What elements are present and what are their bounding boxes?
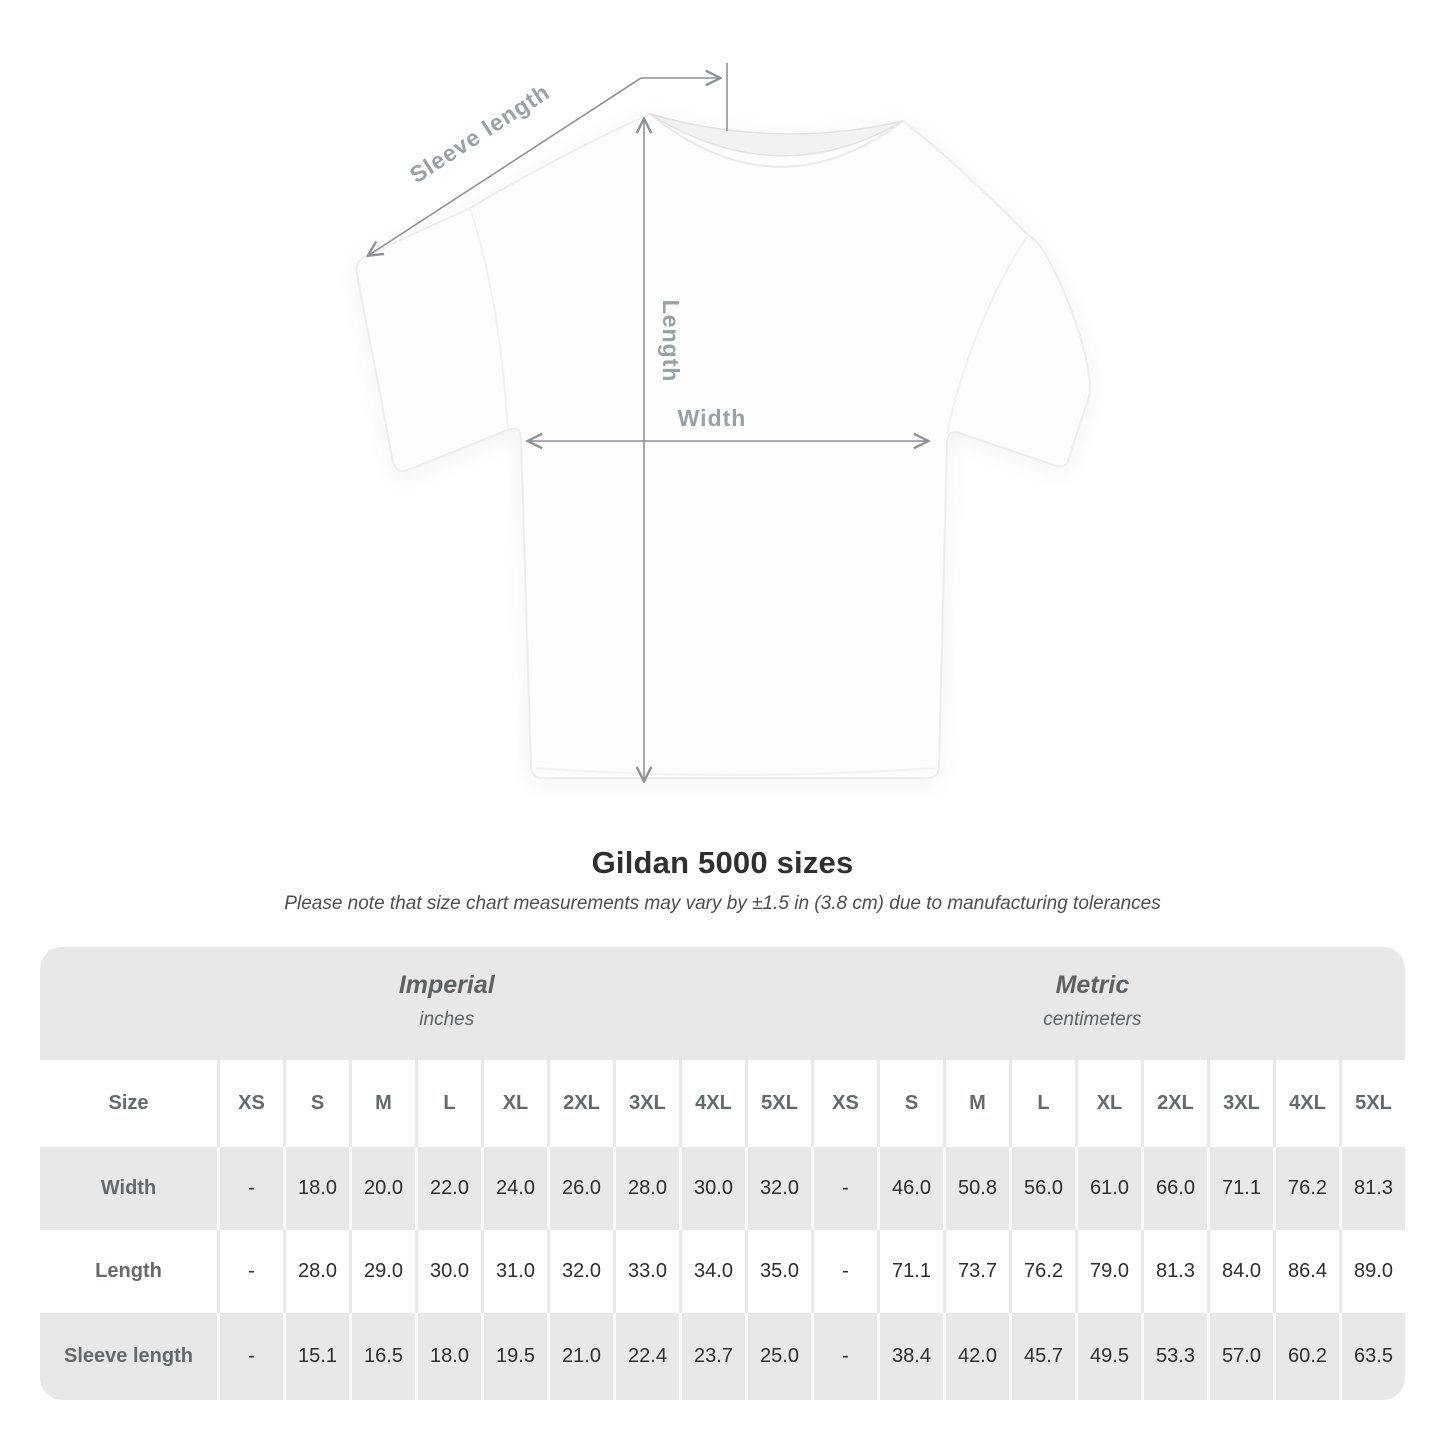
size-col-metric-4xl: 4XL — [1273, 1060, 1339, 1147]
value-metric-s: 71.1 — [877, 1230, 943, 1313]
unit-group-imperial — [399, 971, 495, 1031]
value-imperial-xl: 24.0 — [481, 1147, 547, 1230]
value-metric-4xl: 76.2 — [1273, 1147, 1339, 1230]
metric-label: Metric — [1055, 971, 1130, 999]
row-label: Length — [95, 1260, 162, 1282]
size-col-metric-2xl: 2XL — [1141, 1060, 1207, 1147]
size-col-imperial-l: L — [415, 1060, 481, 1147]
value-metric-2xl: 81.3 — [1141, 1230, 1207, 1313]
value-metric-xl: 61.0 — [1075, 1147, 1141, 1230]
table-body — [40, 1147, 1405, 1400]
value-metric-3xl: 71.1 — [1207, 1147, 1273, 1230]
value-metric-xs: - — [811, 1313, 877, 1400]
page-title: Gildan 5000 sizes — [591, 845, 854, 880]
size-col-imperial-3xl: 3XL — [613, 1060, 679, 1147]
value-metric-s: 46.0 — [877, 1147, 943, 1230]
value-imperial-l: 22.0 — [415, 1147, 481, 1230]
value-metric-3xl: 57.0 — [1207, 1313, 1273, 1400]
table-row-length — [40, 1230, 1405, 1313]
imperial-label: Imperial — [398, 971, 495, 999]
page-subtitle: Please note that size chart measurements may vary by ±1.5 in (3.8 cm) due to manufacturing tolerances — [284, 893, 1161, 914]
value-metric-xl: 49.5 — [1075, 1313, 1141, 1400]
size-col-metric-xs: XS — [811, 1060, 877, 1147]
value-metric-4xl: 86.4 — [1273, 1230, 1339, 1313]
value-imperial-4xl: 30.0 — [679, 1147, 745, 1230]
value-metric-s: 38.4 — [877, 1313, 943, 1400]
metric-unit: centimeters — [1043, 1009, 1142, 1030]
value-metric-4xl: 60.2 — [1273, 1313, 1339, 1400]
value-imperial-xl: 19.5 — [481, 1313, 547, 1400]
size-col-metric-m: M — [943, 1060, 1009, 1147]
value-imperial-l: 18.0 — [415, 1313, 481, 1400]
value-imperial-xs: - — [217, 1313, 283, 1400]
size-col-metric-l: L — [1009, 1060, 1075, 1147]
value-metric-l: 56.0 — [1009, 1147, 1075, 1230]
value-metric-3xl: 84.0 — [1207, 1230, 1273, 1313]
value-imperial-s: 28.0 — [283, 1230, 349, 1313]
size-table — [40, 947, 1405, 1400]
value-imperial-4xl: 23.7 — [679, 1313, 745, 1400]
value-imperial-l: 30.0 — [415, 1230, 481, 1313]
heading-block — [0, 845, 1445, 915]
length-label: Length — [658, 299, 684, 383]
value-imperial-5xl: 35.0 — [745, 1230, 811, 1313]
value-metric-xl: 79.0 — [1075, 1230, 1141, 1313]
value-metric-m: 42.0 — [943, 1313, 1009, 1400]
table-row-sleeve-length — [40, 1313, 1405, 1400]
value-imperial-m: 20.0 — [349, 1147, 415, 1230]
value-metric-m: 50.8 — [943, 1147, 1009, 1230]
value-imperial-m: 16.5 — [349, 1313, 415, 1400]
value-metric-xs: - — [811, 1230, 877, 1313]
value-imperial-3xl: 28.0 — [613, 1147, 679, 1230]
value-imperial-xs: - — [217, 1230, 283, 1313]
width-label: Width — [677, 405, 747, 431]
value-metric-2xl: 53.3 — [1141, 1313, 1207, 1400]
value-imperial-3xl: 22.4 — [613, 1313, 679, 1400]
sleeve-length-label: Sleeve length — [404, 78, 555, 189]
value-metric-m: 73.7 — [943, 1230, 1009, 1313]
value-imperial-xl: 31.0 — [481, 1230, 547, 1313]
value-metric-l: 45.7 — [1009, 1313, 1075, 1400]
size-col-metric-s: S — [877, 1060, 943, 1147]
value-metric-l: 76.2 — [1009, 1230, 1075, 1313]
size-header-row — [40, 1060, 1405, 1147]
value-metric-5xl: 81.3 — [1339, 1147, 1405, 1230]
value-imperial-m: 29.0 — [349, 1230, 415, 1313]
value-metric-5xl: 63.5 — [1339, 1313, 1405, 1400]
value-imperial-2xl: 26.0 — [547, 1147, 613, 1230]
value-imperial-2xl: 21.0 — [547, 1313, 613, 1400]
size-header-cell: Size — [108, 1092, 149, 1114]
imperial-unit: inches — [419, 1009, 475, 1030]
row-label: Width — [100, 1177, 157, 1199]
value-metric-xs: - — [811, 1147, 877, 1230]
value-imperial-xs: - — [217, 1147, 283, 1230]
value-imperial-s: 15.1 — [283, 1313, 349, 1400]
size-col-imperial-5xl: 5XL — [745, 1060, 811, 1147]
size-col-imperial-m: M — [349, 1060, 415, 1147]
value-imperial-5xl: 32.0 — [745, 1147, 811, 1230]
size-col-imperial-2xl: 2XL — [547, 1060, 613, 1147]
size-col-imperial-s: S — [283, 1060, 349, 1147]
value-metric-5xl: 89.0 — [1339, 1230, 1405, 1313]
size-col-imperial-4xl: 4XL — [679, 1060, 745, 1147]
size-col-imperial-xs: XS — [217, 1060, 283, 1147]
value-imperial-3xl: 33.0 — [613, 1230, 679, 1313]
row-label: Sleeve length — [64, 1345, 193, 1367]
size-col-metric-3xl: 3XL — [1207, 1060, 1273, 1147]
value-imperial-s: 18.0 — [283, 1147, 349, 1230]
table-row-width — [40, 1147, 1405, 1230]
size-col-imperial-xl: XL — [481, 1060, 547, 1147]
tshirt-graphic — [356, 114, 1089, 778]
value-imperial-2xl: 32.0 — [547, 1230, 613, 1313]
value-imperial-5xl: 25.0 — [745, 1313, 811, 1400]
unit-group-metric — [1043, 971, 1141, 1031]
value-imperial-4xl: 34.0 — [679, 1230, 745, 1313]
size-col-metric-xl: XL — [1075, 1060, 1141, 1147]
unit-band — [40, 947, 1405, 1060]
value-metric-2xl: 66.0 — [1141, 1147, 1207, 1230]
size-col-metric-5xl: 5XL — [1339, 1060, 1405, 1147]
